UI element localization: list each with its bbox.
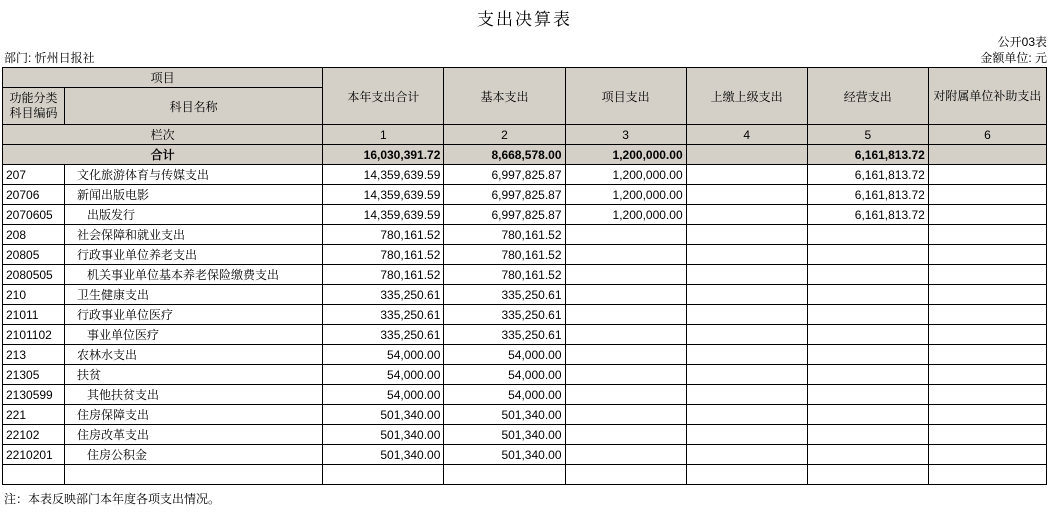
cell-code: 22102 xyxy=(3,425,65,445)
department-label: 部门: 忻州日报社 xyxy=(4,51,95,66)
cell-code: 2070605 xyxy=(3,205,65,225)
cell-code xyxy=(3,465,65,485)
cell-value-5 xyxy=(928,165,1046,185)
cell-value-5 xyxy=(928,305,1046,325)
cell-value-2 xyxy=(565,305,686,325)
cell-code: 208 xyxy=(3,225,65,245)
cell-value-1: 780,161.52 xyxy=(444,245,565,265)
cell-subject-name: 住房改革支出 xyxy=(65,425,323,445)
cell-value-4 xyxy=(807,345,928,365)
col-header-5: 对附属单位补助支出 xyxy=(928,68,1046,125)
table-row xyxy=(3,345,1047,365)
total-value-3 xyxy=(686,145,807,165)
table-row xyxy=(3,425,1047,445)
cell-value-1: 54,000.00 xyxy=(444,365,565,385)
cell-value-2 xyxy=(565,445,686,465)
cell-value-1: 6,997,825.87 xyxy=(444,185,565,205)
cell-value-4 xyxy=(807,285,928,305)
cell-value-0: 501,340.00 xyxy=(323,425,444,445)
col-index-1: 2 xyxy=(444,125,565,145)
cell-subject-name: 行政事业单位医疗 xyxy=(65,305,323,325)
table-row xyxy=(3,245,1047,265)
cell-value-3 xyxy=(686,205,807,225)
cell-value-2: 1,200,000.00 xyxy=(565,205,686,225)
col-header-code-line2: 科目编码 xyxy=(9,106,58,121)
cell-value-4 xyxy=(807,325,928,345)
cell-value-5 xyxy=(928,325,1046,345)
cell-value-4 xyxy=(807,225,928,245)
cell-value-0: 501,340.00 xyxy=(323,405,444,425)
col-header-code xyxy=(3,88,65,125)
cell-value-0: 335,250.61 xyxy=(323,305,444,325)
col-header-3: 上缴上级支出 xyxy=(686,68,807,125)
cell-code: 207 xyxy=(3,165,65,185)
cell-value-3 xyxy=(686,385,807,405)
cell-value-0: 14,359,639.59 xyxy=(323,205,444,225)
cell-value-0: 780,161.52 xyxy=(323,245,444,265)
cell-subject-name: 文化旅游体育与传媒支出 xyxy=(65,165,323,185)
col-header-code-line1: 功能分类 xyxy=(9,90,58,105)
cell-value-1: 6,997,825.87 xyxy=(444,205,565,225)
col-header-0: 本年支出合计 xyxy=(323,68,444,125)
table-row xyxy=(3,185,1047,205)
cell-value-1 xyxy=(444,465,565,485)
cell-subject-name: 社会保障和就业支出 xyxy=(65,225,323,245)
cell-value-4 xyxy=(807,265,928,285)
form-number: 公开03表 xyxy=(997,35,1047,49)
cell-value-5 xyxy=(928,445,1046,465)
cell-value-0: 335,250.61 xyxy=(323,285,444,305)
cell-code: 213 xyxy=(3,345,65,365)
cell-value-2 xyxy=(565,365,686,385)
cell-value-2 xyxy=(565,265,686,285)
table-row xyxy=(3,365,1047,385)
cell-subject-name: 住房保障支出 xyxy=(65,405,323,425)
cell-value-2 xyxy=(565,325,686,345)
cell-value-4: 6,161,813.72 xyxy=(807,205,928,225)
column-index-row xyxy=(3,125,1047,145)
cell-value-2 xyxy=(565,345,686,365)
expenditure-table xyxy=(2,67,1047,485)
group-header-item: 项目 xyxy=(3,68,323,88)
table-row xyxy=(3,265,1047,285)
col-header-name: 科目名称 xyxy=(65,88,323,125)
cell-value-3 xyxy=(686,305,807,325)
cell-subject-name: 新闻出版电影 xyxy=(65,185,323,205)
table-row xyxy=(3,465,1047,485)
table-row xyxy=(3,205,1047,225)
cell-value-5 xyxy=(928,245,1046,265)
table-row xyxy=(3,325,1047,345)
total-label: 合计 xyxy=(3,145,323,165)
total-value-2: 1,200,000.00 xyxy=(565,145,686,165)
cell-value-3 xyxy=(686,345,807,365)
cell-value-5 xyxy=(928,185,1046,205)
cell-value-5 xyxy=(928,385,1046,405)
cell-value-2 xyxy=(565,225,686,245)
table-row xyxy=(3,445,1047,465)
cell-value-2 xyxy=(565,385,686,405)
amount-unit: 金额单位: 元 xyxy=(980,51,1047,66)
cell-value-0: 335,250.61 xyxy=(323,325,444,345)
cell-value-3 xyxy=(686,225,807,245)
cell-subject-name: 农林水支出 xyxy=(65,345,323,365)
cell-value-0: 54,000.00 xyxy=(323,345,444,365)
cell-value-1: 54,000.00 xyxy=(444,385,565,405)
cell-value-2: 1,200,000.00 xyxy=(565,165,686,185)
cell-code: 2080505 xyxy=(3,265,65,285)
cell-code: 2210201 xyxy=(3,445,65,465)
cell-value-0: 14,359,639.59 xyxy=(323,185,444,205)
cell-code: 21305 xyxy=(3,365,65,385)
cell-subject-name: 卫生健康支出 xyxy=(65,285,323,305)
document-meta xyxy=(0,34,1049,67)
cell-value-4: 6,161,813.72 xyxy=(807,185,928,205)
cell-value-5 xyxy=(928,285,1046,305)
cell-value-5 xyxy=(928,345,1046,365)
cell-value-3 xyxy=(686,425,807,445)
col-index-0: 1 xyxy=(323,125,444,145)
cell-value-1: 335,250.61 xyxy=(444,325,565,345)
cell-value-4 xyxy=(807,365,928,385)
cell-value-3 xyxy=(686,325,807,345)
cell-value-0: 780,161.52 xyxy=(323,225,444,245)
cell-value-5 xyxy=(928,265,1046,285)
cell-value-3 xyxy=(686,365,807,385)
cell-value-2 xyxy=(565,425,686,445)
cell-value-4 xyxy=(807,465,928,485)
cell-code: 221 xyxy=(3,405,65,425)
col-header-2: 项目支出 xyxy=(565,68,686,125)
table-row xyxy=(3,285,1047,305)
cell-value-5 xyxy=(928,405,1046,425)
cell-subject-name: 机关事业单位基本养老保险缴费支出 xyxy=(65,265,323,285)
cell-value-4 xyxy=(807,425,928,445)
col-index-4: 5 xyxy=(807,125,928,145)
col-header-4: 经营支出 xyxy=(807,68,928,125)
cell-value-0: 14,359,639.59 xyxy=(323,165,444,185)
cell-value-1: 54,000.00 xyxy=(444,345,565,365)
cell-subject-name xyxy=(65,465,323,485)
cell-value-3 xyxy=(686,285,807,305)
col-index-label: 栏次 xyxy=(3,125,323,145)
cell-subject-name: 事业单位医疗 xyxy=(65,325,323,345)
cell-value-2: 1,200,000.00 xyxy=(565,185,686,205)
meta-right-block xyxy=(980,34,1047,66)
header-row-group xyxy=(3,68,1047,88)
cell-value-1: 335,250.61 xyxy=(444,305,565,325)
table-row xyxy=(3,405,1047,425)
cell-value-3 xyxy=(686,445,807,465)
total-value-4: 6,161,813.72 xyxy=(807,145,928,165)
cell-value-5 xyxy=(928,205,1046,225)
cell-value-3 xyxy=(686,405,807,425)
cell-value-0: 501,340.00 xyxy=(323,445,444,465)
col-index-2: 3 xyxy=(565,125,686,145)
cell-code: 20706 xyxy=(3,185,65,205)
cell-value-2 xyxy=(565,405,686,425)
col-index-5: 6 xyxy=(928,125,1046,145)
cell-value-0 xyxy=(323,465,444,485)
cell-value-0: 780,161.52 xyxy=(323,265,444,285)
cell-value-5 xyxy=(928,365,1046,385)
cell-code: 2101102 xyxy=(3,325,65,345)
cell-value-4 xyxy=(807,305,928,325)
cell-value-1: 780,161.52 xyxy=(444,225,565,245)
cell-value-1: 6,997,825.87 xyxy=(444,165,565,185)
cell-value-5 xyxy=(928,465,1046,485)
cell-code: 2130599 xyxy=(3,385,65,405)
cell-value-4 xyxy=(807,385,928,405)
cell-value-1: 501,340.00 xyxy=(444,445,565,465)
cell-value-4 xyxy=(807,245,928,265)
total-value-0: 16,030,391.72 xyxy=(323,145,444,165)
cell-value-5 xyxy=(928,225,1046,245)
table-row xyxy=(3,225,1047,245)
cell-subject-name: 其他扶贫支出 xyxy=(65,385,323,405)
cell-value-1: 501,340.00 xyxy=(444,425,565,445)
cell-value-0: 54,000.00 xyxy=(323,365,444,385)
cell-value-4: 6,161,813.72 xyxy=(807,165,928,185)
cell-code: 21011 xyxy=(3,305,65,325)
total-value-1: 8,668,578.00 xyxy=(444,145,565,165)
footnote: 注：本表反映部门本年度各项支出情况。 xyxy=(4,492,221,507)
cell-value-1: 780,161.52 xyxy=(444,265,565,285)
total-value-5 xyxy=(928,145,1046,165)
cell-value-2 xyxy=(565,285,686,305)
cell-value-3 xyxy=(686,185,807,205)
cell-value-2 xyxy=(565,465,686,485)
cell-value-3 xyxy=(686,465,807,485)
cell-value-4 xyxy=(807,445,928,465)
cell-value-3 xyxy=(686,165,807,185)
cell-value-5 xyxy=(928,425,1046,445)
cell-value-1: 335,250.61 xyxy=(444,285,565,305)
cell-value-4 xyxy=(807,405,928,425)
cell-code: 210 xyxy=(3,285,65,305)
cell-subject-name: 扶贫 xyxy=(65,365,323,385)
total-row xyxy=(3,145,1047,165)
cell-subject-name: 住房公积金 xyxy=(65,445,323,465)
col-header-1: 基本支出 xyxy=(444,68,565,125)
cell-value-2 xyxy=(565,245,686,265)
cell-value-0: 54,000.00 xyxy=(323,385,444,405)
cell-subject-name: 行政事业单位养老支出 xyxy=(65,245,323,265)
cell-value-3 xyxy=(686,245,807,265)
cell-value-3 xyxy=(686,265,807,285)
cell-code: 20805 xyxy=(3,245,65,265)
table-row xyxy=(3,165,1047,185)
table-row xyxy=(3,305,1047,325)
table-row xyxy=(3,385,1047,405)
cell-subject-name: 出版发行 xyxy=(65,205,323,225)
page-title: 支出决算表 xyxy=(477,10,572,29)
col-index-3: 4 xyxy=(686,125,807,145)
cell-value-1: 501,340.00 xyxy=(444,405,565,425)
